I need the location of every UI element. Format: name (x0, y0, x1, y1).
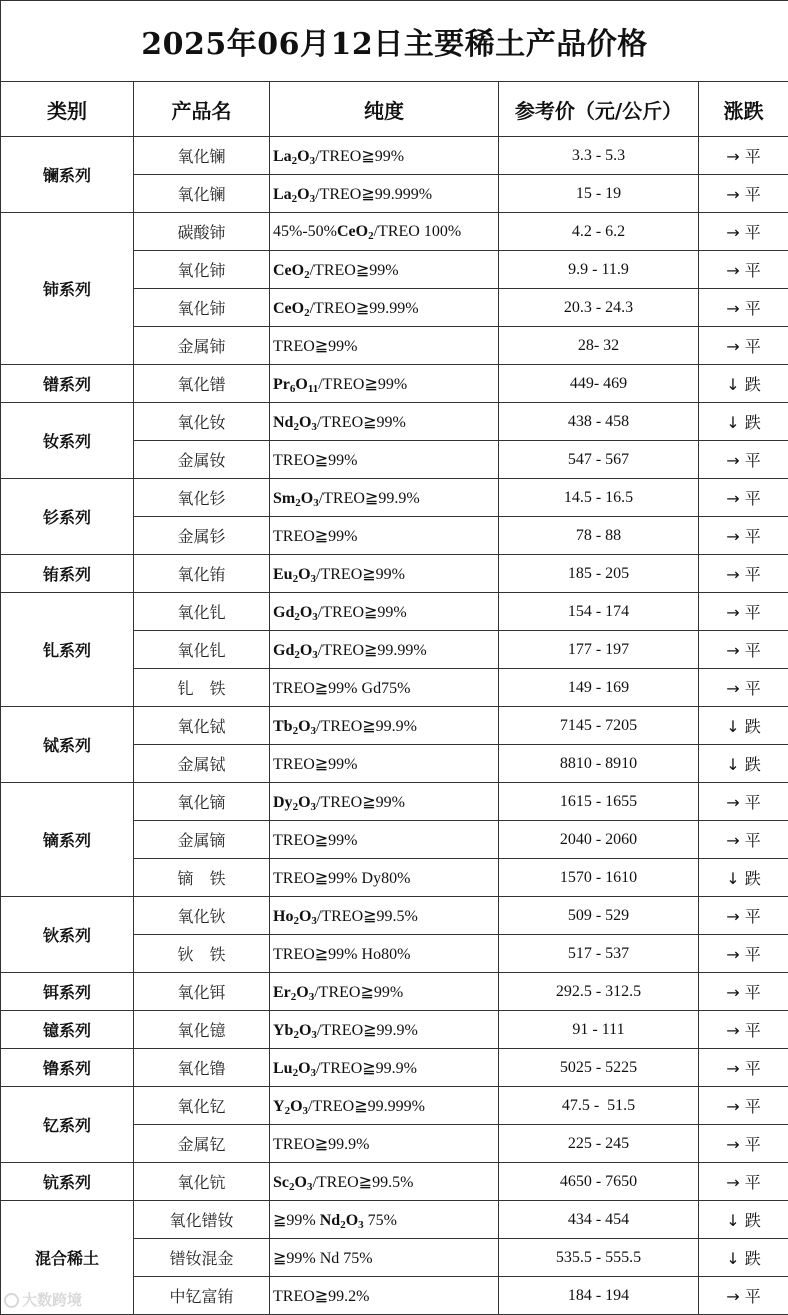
price-cell: 2040 - 2060 (499, 821, 699, 859)
product-cell: 中钇富铕 (134, 1277, 270, 1315)
category-cell: 镱系列 (1, 1011, 134, 1049)
trend-cell: → 平 (699, 479, 788, 517)
table-row (1, 555, 788, 593)
product-cell: 氧化钪 (134, 1163, 270, 1201)
trend-cell: → 平 (699, 1163, 788, 1201)
price-cell: 535.5 - 555.5 (499, 1239, 699, 1277)
purity-cell: $Sc_2O_3/TREO≧99.5\%$ (270, 1163, 499, 1201)
purity-cell: TREO≧99% Gd75% (270, 669, 499, 707)
product-cell: 氧化钐 (134, 479, 270, 517)
table-header-row (1, 82, 788, 137)
watermark-text: 大数跨境 (22, 1291, 83, 1309)
table-row (1, 213, 788, 251)
header-trend: 涨跌 (699, 82, 788, 137)
table-row (1, 1163, 788, 1201)
product-cell: 氧化钆 (134, 593, 270, 631)
category-cell: 铒系列 (1, 973, 134, 1011)
product-cell: 氧化镧 (134, 137, 270, 175)
purity-cell: $Y_2O_3/TREO≧99.999\%$ (270, 1087, 499, 1125)
product-cell: 氧化镧 (134, 175, 270, 213)
product-cell: 金属铽 (134, 745, 270, 783)
watermark-logo-icon (4, 1293, 19, 1308)
category-cell: 铽系列 (1, 707, 134, 783)
product-cell: 氧化铒 (134, 973, 270, 1011)
product-cell: 金属钇 (134, 1125, 270, 1163)
product-cell: 氧化钬 (134, 897, 270, 935)
header-price: 参考价（元/公斤） (499, 82, 699, 137)
trend-cell: → 平 (699, 251, 788, 289)
category-cell: 铕系列 (1, 555, 134, 593)
trend-cell: ↓ 跌 (699, 1239, 788, 1277)
table-row (1, 707, 788, 745)
trend-cell: → 平 (699, 1125, 788, 1163)
product-cell: 钆 铁 (134, 669, 270, 707)
price-cell: 47.5 - 51.5 (499, 1087, 699, 1125)
trend-cell: → 平 (699, 327, 788, 365)
product-cell: 氧化镝 (134, 783, 270, 821)
purity-cell: TREO≧99% (270, 517, 499, 555)
trend-cell: → 平 (699, 1049, 788, 1087)
purity-cell: 45%-50%CeO$_2$/TREO 100% (270, 213, 499, 251)
table-row (1, 365, 788, 403)
trend-cell: → 平 (699, 1011, 788, 1049)
table-row (1, 1011, 788, 1049)
price-cell: 225 - 245 (499, 1125, 699, 1163)
trend-cell: → 平 (699, 935, 788, 973)
trend-cell: → 平 (699, 593, 788, 631)
trend-cell: → 平 (699, 1277, 788, 1315)
product-cell: 镨钕混金 (134, 1239, 270, 1277)
price-cell: 14.5 - 16.5 (499, 479, 699, 517)
purity-cell: TREO≧99% Dy80% (270, 859, 499, 897)
price-cell: 449- 469 (499, 365, 699, 403)
purity-cell: $Sm_2O_3/TREO≧99.9\%$ (270, 479, 499, 517)
watermark (4, 1289, 82, 1310)
price-cell: 5025 - 5225 (499, 1049, 699, 1087)
purity-cell: TREO≧99% Ho80% (270, 935, 499, 973)
trend-cell: → 平 (699, 175, 788, 213)
price-cell: 1570 - 1610 (499, 859, 699, 897)
price-cell: 434 - 454 (499, 1201, 699, 1239)
category-cell: 镨系列 (1, 365, 134, 403)
product-cell: 碳酸铈 (134, 213, 270, 251)
table-row (1, 137, 788, 175)
table-row (1, 1201, 788, 1239)
category-cell: 钬系列 (1, 897, 134, 973)
purity-cell: TREO≧99% (270, 327, 499, 365)
trend-cell: → 平 (699, 897, 788, 935)
table-row (1, 403, 788, 441)
purity-cell: $Dy_2O_3/TREO≧99\%$ (270, 783, 499, 821)
price-cell: 9.9 - 11.9 (499, 251, 699, 289)
trend-cell: → 平 (699, 669, 788, 707)
purity-cell: TREO≧99% (270, 441, 499, 479)
product-cell: 氧化铈 (134, 289, 270, 327)
table-row (1, 973, 788, 1011)
product-cell: 氧化钕 (134, 403, 270, 441)
price-cell: 15 - 19 (499, 175, 699, 213)
product-cell: 氧化铈 (134, 251, 270, 289)
purity-cell: TREO≧99.9% (270, 1125, 499, 1163)
category-cell: 镝系列 (1, 783, 134, 897)
purity-cell: CeO$_2$/TREO≧99% (270, 251, 499, 289)
purity-cell: ≧99% Nd 75% (270, 1239, 499, 1277)
table-row (1, 1087, 788, 1125)
category-cell: 镥系列 (1, 1049, 134, 1087)
trend-cell: → 平 (699, 1087, 788, 1125)
trend-cell: ↓ 跌 (699, 859, 788, 897)
trend-cell: ↓ 跌 (699, 365, 788, 403)
category-cell: 混合稀土 (1, 1201, 134, 1315)
product-cell: 金属钕 (134, 441, 270, 479)
price-cell: 20.3 - 24.3 (499, 289, 699, 327)
purity-cell: $Er_2O_3/TREO≧99\%$ (270, 973, 499, 1011)
trend-cell: → 平 (699, 289, 788, 327)
purity-cell: $La_2O_3/TREO≧99\%$ (270, 137, 499, 175)
product-cell: 氧化镨 (134, 365, 270, 403)
trend-cell: ↓ 跌 (699, 403, 788, 441)
header-purity: 纯度 (270, 82, 499, 137)
price-cell: 1615 - 1655 (499, 783, 699, 821)
price-cell: 149 - 169 (499, 669, 699, 707)
table-row (1, 593, 788, 631)
product-cell: 钬 铁 (134, 935, 270, 973)
price-cell: 185 - 205 (499, 555, 699, 593)
header-product: 产品名 (134, 82, 270, 137)
purity-cell: $Pr_6O_{11}/TREO≧99\%$ (270, 365, 499, 403)
purity-cell: $Gd_2O_3/TREO≧99.99\%$ (270, 631, 499, 669)
table-row (1, 783, 788, 821)
trend-cell: → 平 (699, 555, 788, 593)
price-cell: 292.5 - 312.5 (499, 973, 699, 1011)
purity-cell: TREO≧99% (270, 745, 499, 783)
purity-cell: $Tb_2O_3/TREO≧99.9\%$ (270, 707, 499, 745)
purity-cell: ≧99% $Nd_2O_3$ 75% (270, 1201, 499, 1239)
product-cell: 金属钐 (134, 517, 270, 555)
product-cell: 氧化铕 (134, 555, 270, 593)
header-category: 类别 (1, 82, 134, 137)
price-cell: 509 - 529 (499, 897, 699, 935)
purity-cell: TREO≧99% (270, 821, 499, 859)
category-cell: 钕系列 (1, 403, 134, 479)
trend-cell: → 平 (699, 821, 788, 859)
trend-cell: ↓ 跌 (699, 707, 788, 745)
purity-cell: $Yb_2O_3/TREO≧99.9\%$ (270, 1011, 499, 1049)
trend-cell: ↓ 跌 (699, 745, 788, 783)
product-cell: 氧化镨钕 (134, 1201, 270, 1239)
price-cell: 517 - 537 (499, 935, 699, 973)
category-cell: 铈系列 (1, 213, 134, 365)
category-cell: 钆系列 (1, 593, 134, 707)
price-cell: 3.3 - 5.3 (499, 137, 699, 175)
price-cell: 4650 - 7650 (499, 1163, 699, 1201)
table-body (1, 137, 788, 1315)
price-cell: 154 - 174 (499, 593, 699, 631)
product-cell: 金属铈 (134, 327, 270, 365)
price-cell: 8810 - 8910 (499, 745, 699, 783)
table-row (1, 479, 788, 517)
category-cell: 钪系列 (1, 1163, 134, 1201)
price-cell: 177 - 197 (499, 631, 699, 669)
price-cell: 7145 - 7205 (499, 707, 699, 745)
product-cell: 氧化钇 (134, 1087, 270, 1125)
page-title: 2025年06月12日主要稀土产品价格 (1, 1, 788, 82)
category-cell: 钐系列 (1, 479, 134, 555)
product-cell: 金属镝 (134, 821, 270, 859)
purity-cell: $Gd_2O_3/TREO≧99\%$ (270, 593, 499, 631)
trend-cell: → 平 (699, 783, 788, 821)
purity-cell: $Lu_2O_3/TREO≧99.9\%$ (270, 1049, 499, 1087)
trend-cell: → 平 (699, 973, 788, 1011)
price-cell: 78 - 88 (499, 517, 699, 555)
product-cell: 氧化钆 (134, 631, 270, 669)
product-cell: 镝 铁 (134, 859, 270, 897)
category-cell: 钇系列 (1, 1087, 134, 1163)
price-cell: 28- 32 (499, 327, 699, 365)
price-cell: 4.2 - 6.2 (499, 213, 699, 251)
category-cell: 镧系列 (1, 137, 134, 213)
purity-cell: $Nd_2O_3/TREO≧99\%$ (270, 403, 499, 441)
table-row (1, 1049, 788, 1087)
trend-cell: ↓ 跌 (699, 1201, 788, 1239)
price-cell: 547 - 567 (499, 441, 699, 479)
purity-cell: $Ho_2O_3/TREO≧99.5\%$ (270, 897, 499, 935)
trend-cell: → 平 (699, 517, 788, 555)
product-cell: 氧化镱 (134, 1011, 270, 1049)
trend-cell: → 平 (699, 631, 788, 669)
trend-cell: → 平 (699, 137, 788, 175)
purity-cell: $La_2O_3/TREO≧99.999\%$ (270, 175, 499, 213)
trend-cell: → 平 (699, 441, 788, 479)
price-cell: 184 - 194 (499, 1277, 699, 1315)
product-cell: 氧化铽 (134, 707, 270, 745)
trend-cell: → 平 (699, 213, 788, 251)
purity-cell: CeO$_2$/TREO≧99.99% (270, 289, 499, 327)
product-cell: 氧化镥 (134, 1049, 270, 1087)
price-cell: 91 - 111 (499, 1011, 699, 1049)
price-cell: 438 - 458 (499, 403, 699, 441)
purity-cell: $Eu_2O_3/TREO≧99\%$ (270, 555, 499, 593)
table-row (1, 897, 788, 935)
purity-cell: TREO≧99.2% (270, 1277, 499, 1315)
